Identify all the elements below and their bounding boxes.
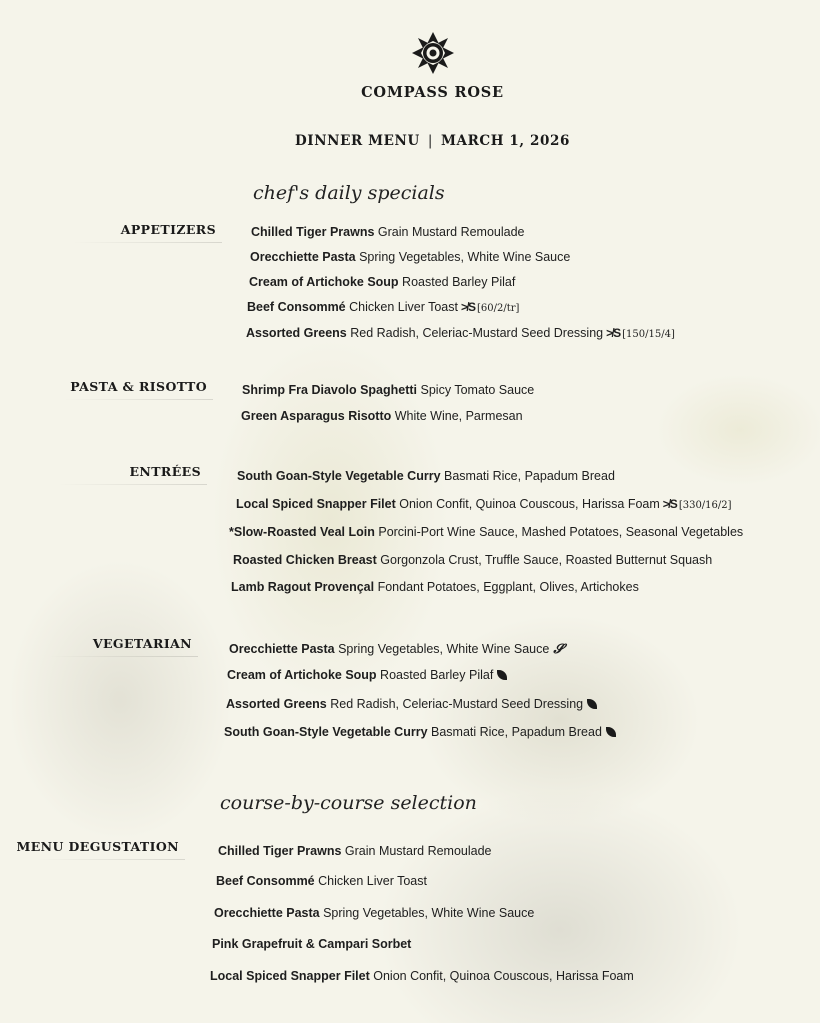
item-name: Beef Consommé (216, 874, 315, 888)
item-description: Spring Vegetables, White Wine Sauce (323, 906, 535, 920)
course-heading: course-by-course selection (220, 792, 477, 814)
item-description: Spring Vegetables, White Wine Sauce (338, 642, 550, 656)
item-description: Red Radish, Celeriac-Mustard Seed Dressing (330, 697, 584, 711)
item-name: Green Asparagus Risotto (241, 409, 392, 423)
section-entrees: ENTRÉES (129, 464, 201, 479)
menu-item (250, 250, 570, 264)
menu-item (229, 525, 743, 539)
item-description: Grain Mustard Remoulade (344, 844, 492, 858)
menu-title-text: DINNER MENU (294, 133, 420, 149)
item-name: South Goan-Style Vegetable Curry (237, 469, 441, 483)
menu-item (236, 497, 732, 511)
item-name: Chilled Tiger Prawns (218, 844, 342, 858)
menu-item (231, 580, 639, 594)
menu-item (237, 469, 615, 483)
item-name: Orecchiette Pasta (229, 642, 335, 656)
menu-item (227, 668, 507, 682)
leaf-icon (606, 727, 616, 737)
section-pasta-risotto: PASTA & RISOTTO (70, 379, 207, 394)
item-name: Orecchiette Pasta (250, 250, 356, 264)
menu-item (249, 275, 515, 289)
menu-item (216, 874, 427, 888)
menu-item (226, 697, 597, 711)
item-description: Roasted Barley Pilaf (380, 668, 494, 682)
nutrition-info: [60/2/tr] (477, 303, 520, 314)
menu-item (247, 300, 519, 314)
section-vegetarian: VEGETARIAN (92, 636, 192, 651)
section-appetizers: APPETIZERS (120, 222, 216, 237)
sodium-symbol: ≯S (606, 326, 622, 340)
item-name: Cream of Artichoke Soup (227, 668, 377, 682)
menu-item (212, 937, 411, 951)
item-description: Basmati Rice, Papadum Bread (431, 725, 602, 739)
nutrition-info: [330/16/2] (678, 500, 732, 511)
item-description: Onion Confit, Quinoa Couscous, Harissa Foam (399, 497, 660, 511)
menu-title (0, 133, 820, 149)
leaf-icon (587, 699, 597, 709)
item-description: Basmati Rice, Papadum Bread (444, 469, 615, 483)
brand-name: COMPASS ROSE (361, 84, 504, 101)
menu-item (241, 409, 523, 423)
item-name: Assorted Greens (246, 326, 347, 340)
menu-item (246, 326, 675, 340)
specials-heading: chef's daily specials (253, 182, 445, 204)
item-description: White Wine, Parmesan (394, 409, 523, 423)
menu-item (229, 641, 563, 657)
item-description: Porcini-Port Wine Sauce, Mashed Potatoes, Seasonal Vegetables (378, 525, 744, 539)
sodium-symbol: ≯S (662, 497, 678, 511)
item-name: *Slow-Roasted Veal Loin (229, 525, 375, 539)
item-description: Grain Mustard Remoulade (377, 225, 525, 239)
item-name: Roasted Chicken Breast (233, 553, 377, 567)
item-name: Shrimp Fra Diavolo Spaghetti (242, 383, 418, 397)
title-separator: | (427, 133, 433, 149)
item-name: Chilled Tiger Prawns (251, 225, 375, 239)
item-description: Gorgonzola Crust, Truffle Sauce, Roasted Butternut Squash (380, 553, 713, 567)
compass-rose-logo-icon (410, 30, 456, 76)
item-name: Local Spiced Snapper Filet (210, 969, 370, 983)
item-description: Spring Vegetables, White Wine Sauce (359, 250, 571, 264)
item-name: South Goan-Style Vegetable Curry (224, 725, 428, 739)
section-menu-degustation: MENU DEGUSTATION (16, 839, 179, 854)
item-description: Red Radish, Celeriac-Mustard Seed Dressing (350, 326, 604, 340)
vegetarian-icon: 𝓢 (553, 641, 564, 656)
item-name: Beef Consommé (247, 300, 346, 314)
item-name: Cream of Artichoke Soup (249, 275, 399, 289)
menu-item (214, 906, 534, 920)
item-description: Chicken Liver Toast (318, 874, 427, 888)
item-name: Lamb Ragout Provençal (231, 580, 375, 594)
sodium-symbol: ≯S (460, 300, 476, 314)
item-name: Local Spiced Snapper Filet (236, 497, 396, 511)
item-name: Pink Grapefruit & Campari Sorbet (212, 937, 412, 951)
nutrition-info: [150/15/4] (622, 329, 675, 340)
menu-item (251, 225, 525, 239)
item-name: Assorted Greens (226, 697, 327, 711)
menu-item (210, 969, 634, 983)
menu-item (233, 553, 712, 567)
menu-item (242, 383, 534, 397)
item-name: Orecchiette Pasta (214, 906, 320, 920)
item-description: Chicken Liver Toast (349, 300, 458, 314)
item-description: Fondant Potatoes, Eggplant, Olives, Artichokes (377, 580, 639, 594)
menu-item (218, 844, 492, 858)
item-description: Onion Confit, Quinoa Couscous, Harissa Foam (373, 969, 634, 983)
leaf-icon (497, 670, 507, 680)
item-description: Spicy Tomato Sauce (420, 383, 535, 397)
menu-date: MARCH 1, 2026 (441, 133, 571, 149)
item-description: Roasted Barley Pilaf (402, 275, 516, 289)
menu-item (224, 725, 616, 739)
